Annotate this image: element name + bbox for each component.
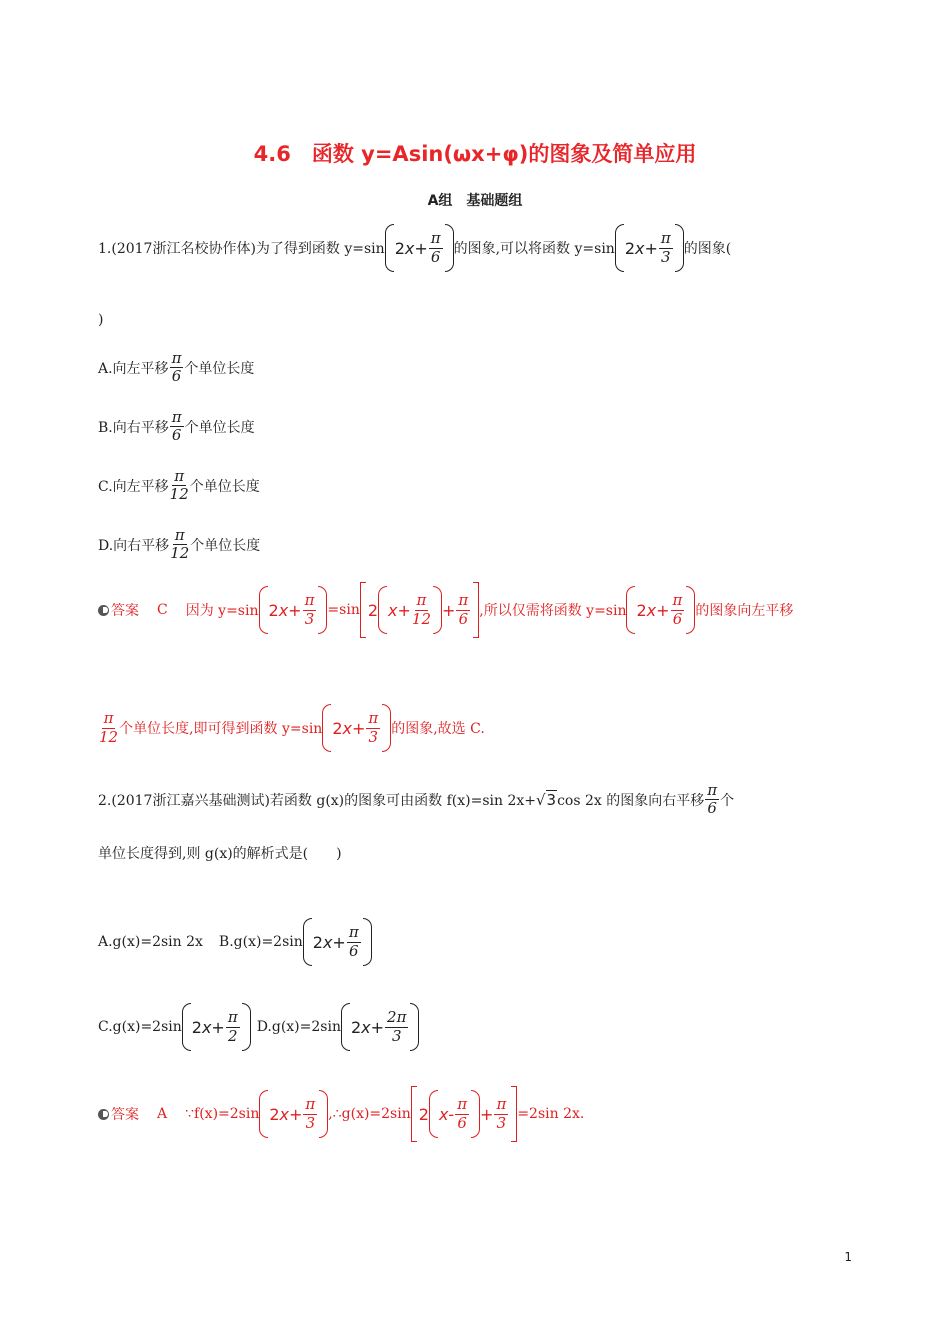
math-two: 2 — [367, 600, 379, 620]
paren-group — [626, 584, 695, 636]
fraction — [226, 1009, 240, 1045]
q2-options-cd — [98, 1001, 419, 1053]
option-suffix: 个单位长度 — [184, 360, 255, 377]
frac-den: 6 — [171, 426, 182, 445]
frac-num: π — [103, 709, 114, 728]
option-label: D.向右平移 — [98, 537, 170, 554]
q1-option-d — [98, 527, 260, 563]
frac-den: 6 — [707, 799, 717, 818]
answer-letter: A — [157, 1106, 168, 1122]
math-two: 2 — [624, 238, 636, 258]
math-minus: - — [448, 1104, 455, 1124]
frac-num: π — [348, 923, 359, 942]
fraction — [429, 230, 443, 266]
option-suffix: 个单位长度 — [184, 419, 255, 436]
frac-den: 3 — [661, 247, 671, 266]
fraction — [170, 527, 189, 563]
frac-den: 6 — [348, 941, 359, 960]
radical-sign: √ — [535, 791, 546, 810]
answer-badge-icon — [98, 605, 109, 616]
q2-answer — [98, 1086, 584, 1142]
q1-stem-close: ) — [98, 312, 104, 328]
q2-stem-text-a: 2.(2017浙江嘉兴基础测试)若函数 g(x)的图象可由函数 f(x)=sin 2x+ — [98, 792, 536, 809]
option-b: B.g(x)=2sin — [218, 934, 303, 950]
frac-den: 3 — [496, 1113, 507, 1132]
group-heading: A组 基础题组 — [427, 193, 523, 209]
math-plus: + — [332, 932, 346, 952]
fraction — [659, 230, 673, 266]
fraction — [705, 782, 719, 818]
frac-den: 6 — [672, 609, 683, 628]
option-label: B.向右平移 — [98, 419, 169, 436]
math-plus: + — [414, 238, 428, 258]
math-plus: + — [351, 718, 366, 738]
frac-num: π — [368, 709, 379, 728]
fraction — [170, 350, 184, 386]
frac-den: 6 — [458, 609, 469, 628]
math-plus: + — [397, 600, 411, 620]
q2-options-ab — [98, 916, 372, 968]
frac-num: 2π — [387, 1008, 407, 1027]
q1-option-b — [98, 409, 255, 445]
option-c: C.g(x)=2sin — [98, 1019, 182, 1035]
answer-label: 答案 — [111, 1107, 139, 1123]
math-x: x — [646, 600, 657, 620]
radicand: 3 — [546, 791, 557, 810]
q2-stem-text-c: 个 — [720, 792, 735, 809]
frac-num: π — [171, 349, 182, 367]
math-two: 2 — [418, 1104, 429, 1124]
answer-label: 答案 — [111, 603, 139, 619]
frac-den: 6 — [171, 367, 182, 386]
bracket-group — [360, 582, 479, 638]
paren-group — [259, 1088, 328, 1140]
answer-text: ∵f(x)=2sin — [185, 1106, 260, 1122]
math-x: x — [342, 718, 352, 738]
answer-text: 因为 y=sin — [185, 603, 259, 619]
math-x: x — [201, 1017, 212, 1037]
frac-den: 12 — [170, 544, 190, 563]
frac-num: π — [457, 1095, 468, 1114]
q1-stem — [98, 222, 731, 274]
math-x: x — [279, 1104, 290, 1124]
answer-letter: C — [157, 602, 168, 618]
frac-den: 2 — [227, 1026, 238, 1045]
bracket-group — [411, 1086, 518, 1142]
fraction — [366, 710, 380, 746]
fraction — [412, 592, 431, 628]
math-two: 2 — [268, 600, 279, 620]
paren-group — [378, 584, 442, 636]
paren-group — [259, 584, 328, 636]
fraction — [99, 710, 118, 746]
frac-den: 12 — [99, 727, 119, 746]
answer-text: ,∴g(x)=2sin — [328, 1106, 411, 1122]
frac-den: 3 — [391, 1026, 402, 1045]
paren-group — [322, 702, 391, 754]
frac-num: π — [304, 591, 315, 610]
math-two: 2 — [191, 1017, 202, 1037]
answer-text: =sin — [327, 602, 360, 618]
paren-group — [303, 916, 372, 968]
math-plus: + — [644, 238, 658, 258]
fraction — [347, 924, 361, 960]
math-two: 2 — [350, 1017, 362, 1037]
q2-stem — [98, 782, 734, 818]
math-plus: + — [480, 1104, 494, 1124]
paren-group — [429, 1088, 480, 1140]
answer-text: 个单位长度,即可得到函数 y=sin — [119, 721, 323, 737]
option-a: A.g(x)=2sin 2x — [98, 934, 203, 950]
frac-num: π — [660, 229, 671, 248]
frac-num: π — [416, 591, 427, 610]
fraction — [170, 468, 189, 504]
answer-text: =2sin 2x. — [517, 1106, 585, 1122]
fraction — [303, 592, 317, 628]
paren-group — [341, 1001, 419, 1053]
paren-group — [182, 1001, 251, 1053]
frac-num: π — [174, 526, 185, 544]
fraction — [303, 1096, 317, 1132]
option-suffix: 个单位长度 — [190, 537, 261, 554]
q1-answer — [98, 582, 793, 638]
math-plus: + — [211, 1017, 225, 1037]
frac-num: π — [458, 591, 469, 610]
math-x: x — [438, 1104, 449, 1124]
frac-num: π — [174, 467, 185, 485]
math-plus: + — [442, 600, 456, 620]
page-title: 4.6 函数 y=Asin(ωx+φ)的图象及简单应用 — [253, 142, 697, 166]
frac-den: 12 — [169, 485, 189, 504]
frac-num: π — [227, 1008, 238, 1027]
frac-den: 3 — [304, 609, 315, 628]
q1-stem-text-c: 的图象( — [683, 241, 732, 257]
math-x: x — [322, 932, 333, 952]
frac-den: 3 — [368, 727, 379, 746]
math-x: x — [635, 238, 645, 258]
sqrt-symbol — [536, 790, 557, 809]
paren-group — [385, 222, 454, 274]
q1-stem-text-a: 1.(2017浙江名校协作体)为了得到函数 y=sin — [98, 241, 385, 257]
fraction — [671, 592, 685, 628]
option-suffix: 个单位长度 — [189, 478, 260, 495]
frac-den: 6 — [457, 1113, 467, 1132]
frac-den: 3 — [305, 1113, 316, 1132]
math-plus: + — [370, 1017, 385, 1037]
q2-stem-cont: 单位长度得到,则 g(x)的解析式是( ) — [98, 846, 342, 862]
q1-option-a — [98, 350, 254, 386]
math-x: x — [361, 1017, 371, 1037]
frac-num: π — [430, 229, 441, 248]
math-plus: + — [288, 600, 302, 620]
math-two: 2 — [636, 600, 647, 620]
math-plus: + — [289, 1104, 303, 1124]
option-label: A.向左平移 — [98, 360, 169, 377]
frac-den: 12 — [411, 609, 431, 628]
frac-num: π — [707, 781, 718, 799]
math-x: x — [278, 600, 289, 620]
fraction — [455, 1096, 469, 1132]
answer-text: ,所以仅需将函数 y=sin — [479, 603, 627, 619]
q1-stem-text-b: 的图象,可以将函数 y=sin — [453, 241, 615, 257]
q1-option-c — [98, 468, 260, 504]
fraction — [385, 1009, 408, 1045]
math-two: 2 — [332, 718, 343, 738]
frac-num: π — [672, 591, 683, 610]
page-number: 1 — [844, 1250, 852, 1264]
q2-stem-text-b: cos 2x 的图象向右平移 — [557, 792, 705, 809]
frac-num: π — [305, 1095, 316, 1114]
fraction — [170, 409, 184, 445]
option-d: D.g(x)=2sin — [256, 1019, 341, 1035]
math-two: 2 — [394, 238, 405, 258]
paren-group — [615, 222, 684, 274]
math-x: x — [404, 238, 415, 258]
math-two: 2 — [269, 1104, 280, 1124]
frac-num: π — [496, 1095, 507, 1114]
answer-badge-icon — [98, 1109, 109, 1120]
math-two: 2 — [312, 932, 323, 952]
math-x: x — [388, 600, 398, 620]
fraction — [494, 1096, 508, 1132]
q1-answer-cont — [98, 702, 485, 754]
frac-num: π — [171, 408, 182, 426]
option-label: C.向左平移 — [98, 478, 169, 495]
answer-text: 的图象向左平移 — [695, 603, 794, 619]
answer-text: 的图象,故选 C. — [391, 721, 485, 737]
fraction — [456, 592, 470, 628]
math-plus: + — [656, 600, 670, 620]
frac-den: 6 — [430, 247, 441, 266]
